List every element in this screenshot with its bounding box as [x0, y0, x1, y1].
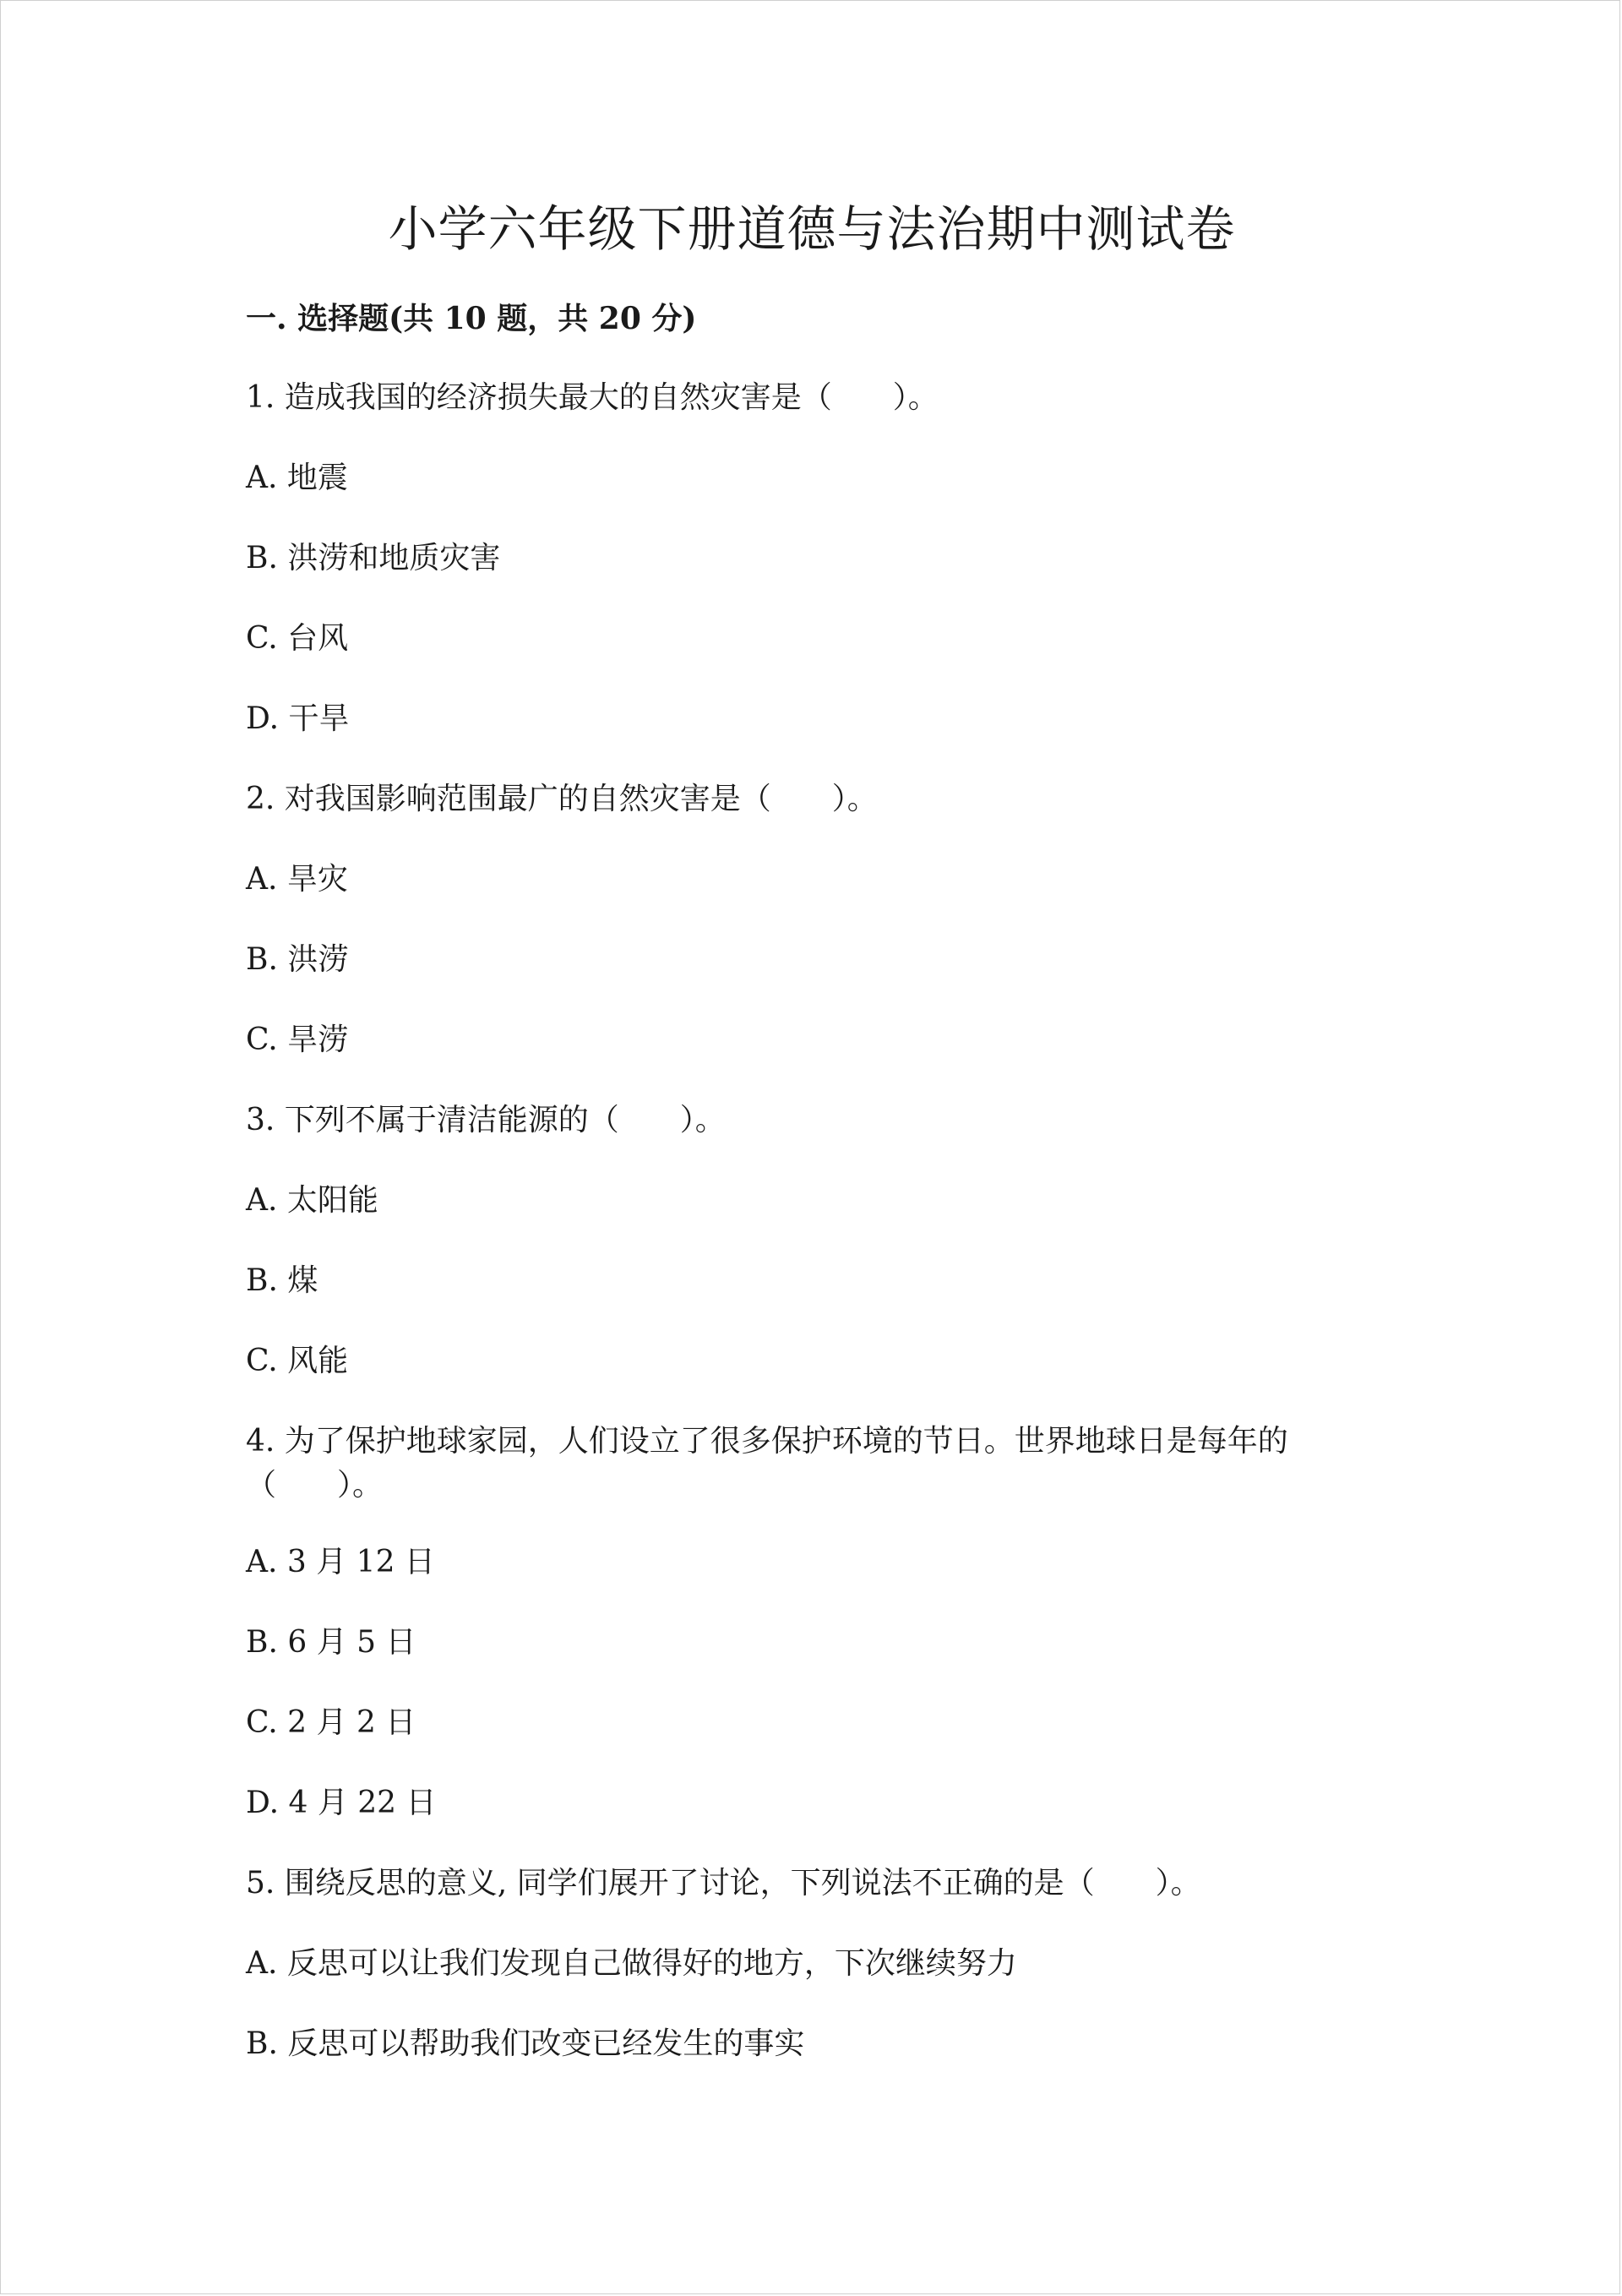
question-3-option-c: C. 风能 — [246, 1344, 349, 1378]
question-3-stem: 3. 下列不属于清洁能源的（ ）。 — [246, 1103, 726, 1137]
section-heading: 一. 选择题(共 10 题，共 20 分) — [246, 301, 697, 336]
question-5-option-b: B. 反思可以帮助我们改变已经发生的事实 — [246, 2026, 805, 2061]
question-4-option-a: A. 3 月 12 日 — [246, 1545, 435, 1579]
question-4-stem: 4. 为了保护地球家园，人们设立了很多保护环境的节日。世界地球日是每年的（ ）。 — [246, 1424, 1288, 1502]
question-1-option-c: C. 台风 — [246, 621, 349, 656]
question-list — [246, 376, 1378, 2102]
question-2-stem: 2. 对我国影响范围最广的自然灾害是（ ）。 — [246, 782, 878, 816]
question-3-option-a: A. 太阳能 — [246, 1183, 378, 1218]
question-2-option-c: C. 旱涝 — [246, 1023, 349, 1057]
question-1-option-d: D. 干旱 — [246, 701, 350, 736]
question-4-option-b: B. 6 月 5 日 — [246, 1625, 416, 1660]
question-1-option-b: B. 洪涝和地质灾害 — [246, 541, 501, 575]
question-2-option-a: A. 旱灾 — [246, 862, 348, 897]
question-1-stem: 1. 造成我国的经济损失最大的自然灾害是（ ）。 — [246, 380, 939, 415]
question-5-option-a: A. 反思可以让我们发现自己做得好的地方，下次继续努力 — [246, 1946, 1017, 1981]
question-4-option-c: C. 2 月 2 日 — [246, 1705, 416, 1740]
question-4-option-d: D. 4 月 22 日 — [246, 1786, 437, 1820]
question-2-option-b: B. 洪涝 — [246, 942, 349, 977]
question-1-option-a: A. 地震 — [246, 461, 348, 495]
page-title: 小学六年级下册道德与法治期中测试卷 — [388, 200, 1236, 258]
question-3-option-b: B. 煤 — [246, 1263, 318, 1298]
question-5-stem: 5. 围绕反思的意义, 同学们展开了讨论，下列说法不正确的是（ ）。 — [246, 1866, 1201, 1901]
